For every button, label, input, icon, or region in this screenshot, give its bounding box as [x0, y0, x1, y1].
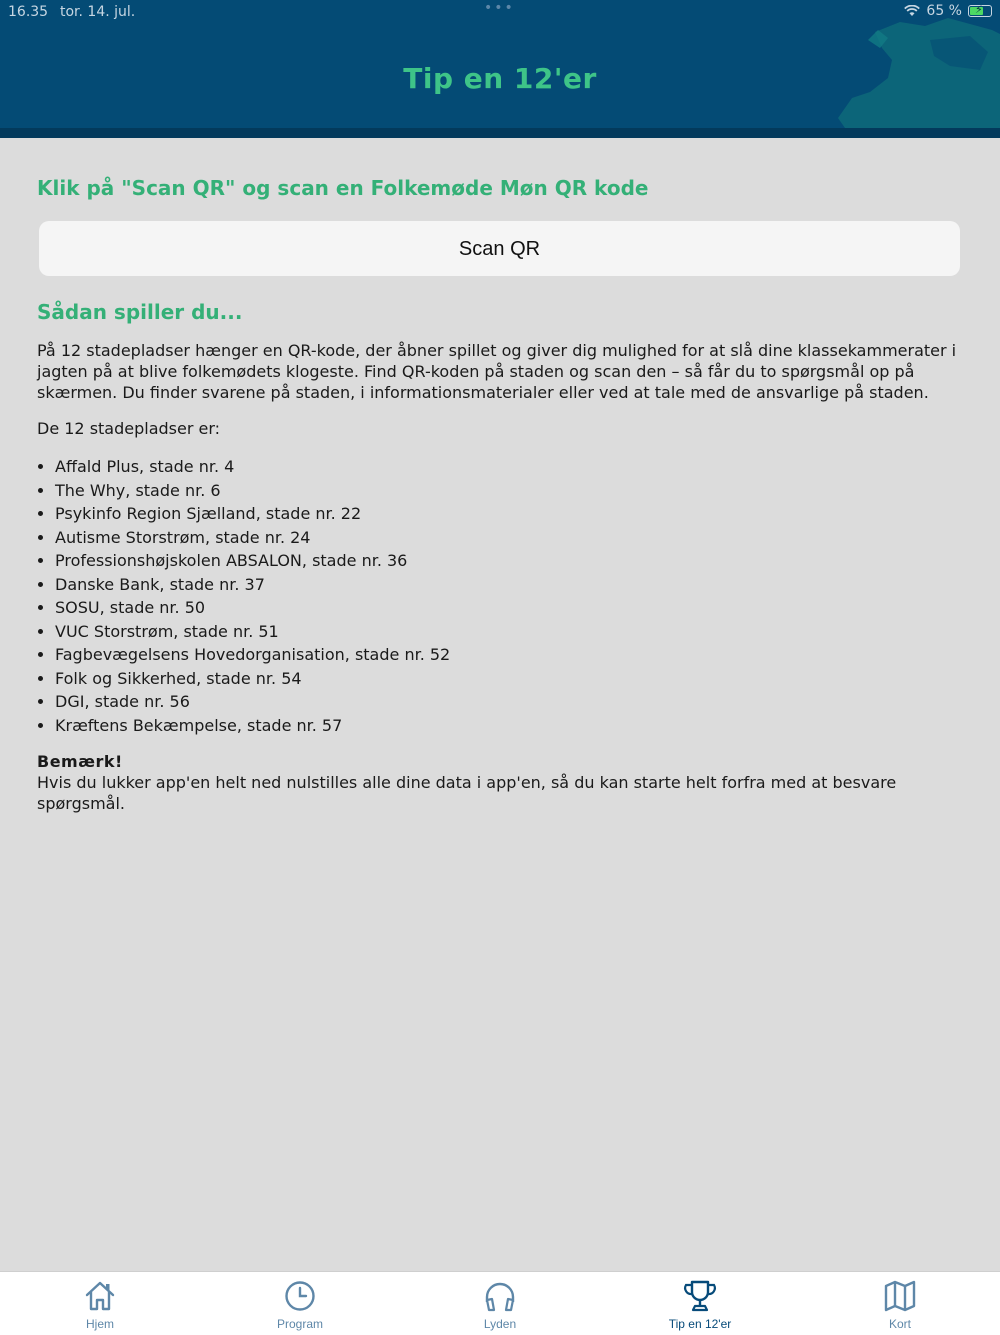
- main-content: [37, 172, 963, 814]
- tab-kort[interactable]: [800, 1272, 1000, 1335]
- app-header: [0, 0, 1000, 138]
- tab-label: Lyden: [483, 1317, 517, 1331]
- header-bottom-band: [0, 128, 1000, 138]
- list-item: • Fagbevægelsens Hovedorganisation, stade nr. 52: [55, 643, 963, 667]
- list-item: • Psykinfo Region Sjælland, stade nr. 22: [55, 502, 963, 526]
- list-item: • Folk og Sikkerhed, stade nr. 54: [55, 667, 963, 691]
- status-right-group: [904, 3, 992, 19]
- battery-percent: 65 %: [926, 3, 962, 19]
- note-heading: Bemærk!: [37, 752, 123, 771]
- list-item: • SOSU, stade nr. 50: [55, 596, 963, 620]
- status-bar: [0, 0, 1000, 26]
- stands-list-intro: De 12 stadepladser er:: [37, 419, 221, 438]
- battery-icon: [968, 5, 992, 17]
- charging-bolt-icon: ⚡: [975, 3, 983, 16]
- how-to-play-heading: Sådan spiller du...: [37, 300, 243, 324]
- intro-paragraph: På 12 stadepladser hænger en QR-kode, der åbner spillet og giver dig mulighed for at slå dine klassekammerater i jagten på at blive folkemødets klogeste. Find QR-koden på staden og scan den – så får du to spørgsmål op på skærmen. Du finder svarene på staden, i informationsmaterialer eller ved at tale med de ansvarlige på staden.: [37, 341, 957, 402]
- list-item: • The Why, stade nr. 6: [55, 479, 963, 503]
- status-date: tor. 14. jul.: [60, 4, 136, 20]
- note-text: Hvis du lukker app'en helt ned nulstilles alle dine data i app'en, så du kan starte helt forfra med at besvare spørgsmål.: [37, 773, 897, 813]
- list-item: • Autisme Storstrøm, stade nr. 24: [55, 526, 963, 550]
- trophy-icon: [682, 1278, 718, 1314]
- list-item: • Affald Plus, stade nr. 4: [55, 455, 963, 479]
- tab-program[interactable]: [200, 1272, 400, 1335]
- tab-label: Program: [276, 1317, 323, 1331]
- tab-tip-en-12er[interactable]: [600, 1272, 800, 1335]
- scan-qr-button[interactable]: Scan QR: [39, 221, 960, 276]
- map-icon: [882, 1278, 918, 1314]
- tab-lyden[interactable]: [400, 1272, 600, 1335]
- tab-bar: [0, 1271, 1000, 1335]
- stands-list: [37, 455, 963, 737]
- list-item: • Danske Bank, stade nr. 37: [55, 573, 963, 597]
- multitask-dots[interactable]: •••: [484, 0, 515, 16]
- tab-hjem[interactable]: [0, 1272, 200, 1335]
- list-item: • Professionshøjskolen ABSALON, stade nr. 36: [55, 549, 963, 573]
- tab-label: Kort: [888, 1317, 911, 1331]
- headphones-icon: [482, 1278, 518, 1314]
- status-time: 16.35: [8, 4, 49, 20]
- list-item: • VUC Storstrøm, stade nr. 51: [55, 620, 963, 644]
- home-icon: [82, 1278, 118, 1314]
- page-title: Tip en 12'er: [403, 62, 597, 95]
- tab-label: Tip en 12'er: [668, 1317, 732, 1331]
- list-item: • Kræftens Bekæmpelse, stade nr. 57: [55, 714, 963, 738]
- list-item: • DGI, stade nr. 56: [55, 690, 963, 714]
- tab-label: Hjem: [85, 1317, 114, 1331]
- wifi-icon: [904, 5, 920, 17]
- clock-icon: [282, 1278, 318, 1314]
- scan-instruction: Klik på "Scan QR" og scan en Folkemøde Møn QR kode: [37, 176, 649, 200]
